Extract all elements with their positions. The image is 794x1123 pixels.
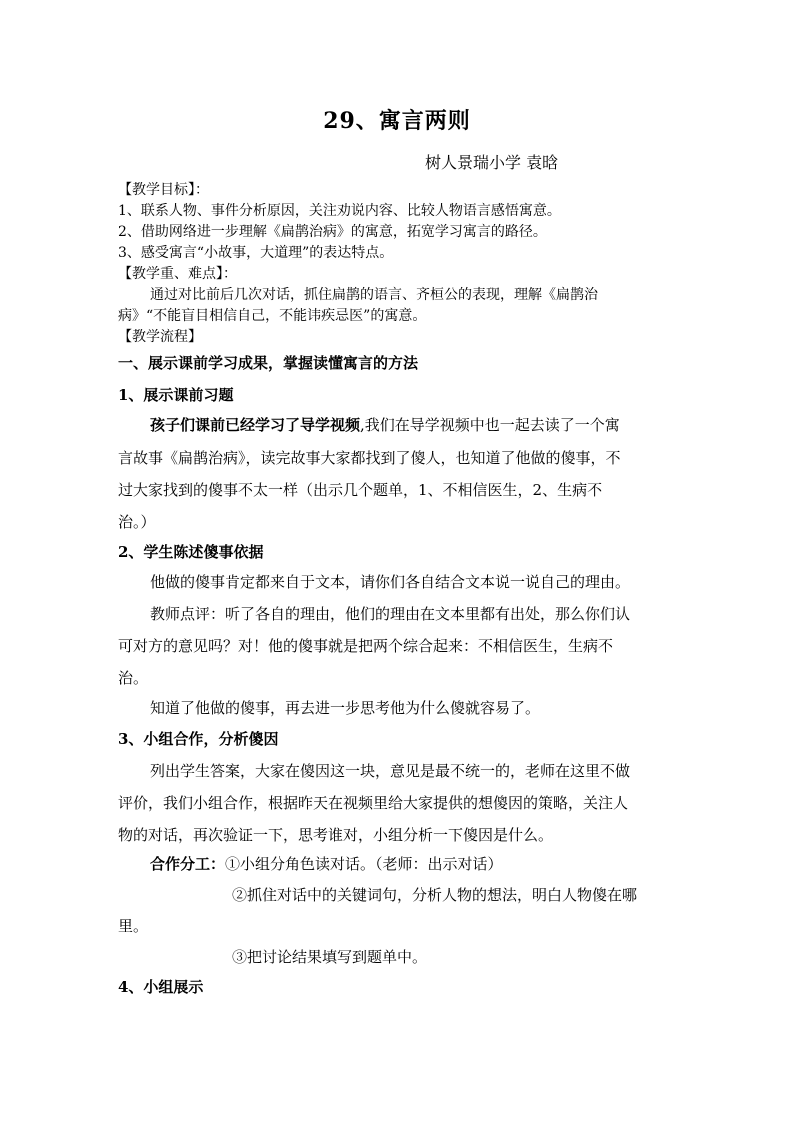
key-points-line: 通过对比前后几次对话，抓住扁鹊的语言、齐桓公的表现，理解《扁鹊治 (150, 287, 598, 303)
goal-3: 3、感受寓言“小故事，大道理”的表达特点。 (118, 245, 394, 261)
text-run: ①小组分角色读对话。（老师：出示对话） (225, 855, 503, 873)
paragraph-line: 知道了他做的傻事，再去进一步思考他为什么傻就容易了。 (150, 699, 541, 717)
paragraph-line: 他做的傻事肯定都来自于文本，请你们各自结合文本说一说自己的理由。 (150, 573, 631, 591)
paragraph-line: 过大家找到的傻事不太一样（出示几个题单，1、不相信医生，2、生病不 (118, 481, 603, 499)
paragraph-line: 评价，我们小组合作，根据昨天在视频里给大家提供的想傻因的策略，关注人 (118, 794, 629, 812)
step-heading: 1、展示课前习题 (118, 386, 234, 404)
paragraph-line: 教师点评：听了各自的理由，他们的理由在文本里都有出处，那么你们认 (150, 605, 631, 623)
paragraph-line: 物的对话，再次验证一下，思考谁对，小组分析一下傻因是什么。 (118, 826, 554, 844)
section-heading: 一、展示课前学习成果，掌握读懂寓言的方法 (118, 354, 419, 372)
key-points-heading: 【教学重、难点】： (118, 266, 237, 282)
text-run: ,我们在导学视频中也一起去读了一个寓 (360, 416, 620, 434)
paragraph-line (150, 414, 620, 435)
bold-phrase: 孩子们课前已经学习了导学视频 (150, 416, 361, 434)
goal-2: 2、借助网络进一步理解《扁鹊治病》的寓意，拓宽学习寓言的路径。 (118, 224, 547, 240)
step-heading: 2、学生陈述傻事依据 (118, 543, 264, 561)
paragraph-line: 列出学生答案，大家在傻因这一块，意见是最不统一的，老师在这里不做 (150, 762, 631, 780)
paragraph-line: 治。 (118, 669, 149, 687)
step-heading: 4、小组展示 (118, 978, 204, 996)
goal-1: 1、联系人物、事件分析原因，关注劝说内容、比较人物语言感悟寓意。 (118, 203, 561, 219)
goals-heading: 【教学目标】： (118, 182, 209, 198)
flow-heading: 【教学流程】 (118, 329, 202, 345)
paragraph-line: 治。） (118, 513, 156, 531)
cooperation-label: 合作分工： (150, 855, 226, 873)
paragraph-line: 言故事《扁鹊治病》，读完故事大家都找到了傻人，也知道了他做的傻事，不 (118, 449, 621, 467)
paragraph-line: ②抓住对话中的关键词句，分析人物的想法，明白人物傻在哪 (232, 886, 638, 904)
key-points-line: 病》“不能盲目相信自己，不能讳疾忌医”的寓意。 (118, 308, 427, 324)
author-line: 树人景瑞小学 袁晗 (425, 153, 559, 172)
paragraph-line: ③把讨论结果填写到题单中。 (232, 948, 428, 966)
paragraph-line: 里。 (118, 917, 149, 935)
step-heading: 3、小组合作，分析傻因 (118, 730, 279, 748)
page-title: 29、寓言两则 (323, 108, 471, 134)
paragraph-line (150, 853, 503, 874)
paragraph-line: 可对方的意见吗？对！他的傻事就是把两个综合起来：不相信医生，生病不 (118, 637, 614, 655)
